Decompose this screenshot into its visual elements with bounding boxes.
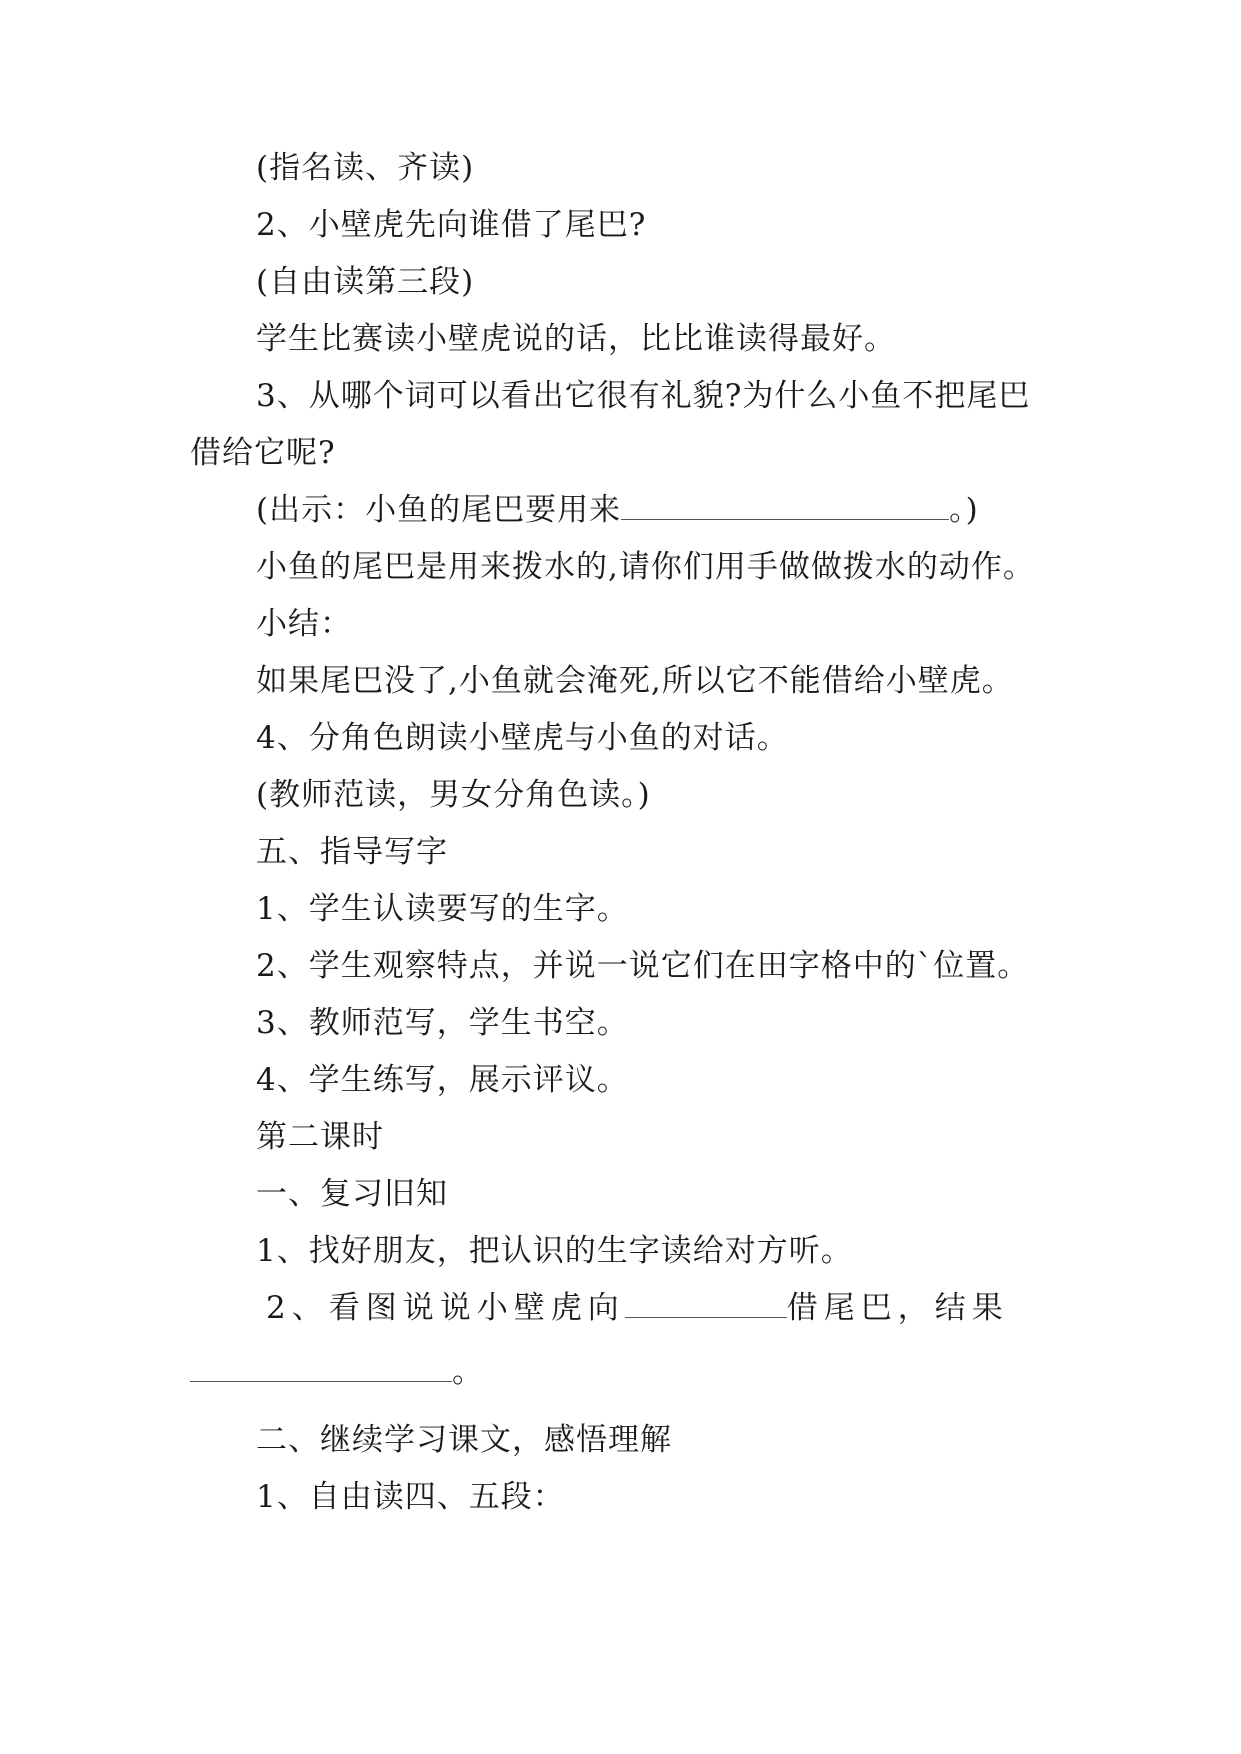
section-heading: 二、继续学习课文，感悟理解 [256, 1422, 672, 1458]
blank-underline [621, 493, 949, 520]
fill-blank-line [0, 490, 1241, 530]
text-line: 3、教师范写，学生书空。 [256, 1005, 629, 1041]
lesson-heading: 第二课时 [256, 1119, 384, 1155]
text-line: 小结： [256, 606, 352, 642]
text-line: 4、学生练写，展示评议。 [256, 1062, 629, 1098]
section-heading: 一、复习旧知 [256, 1176, 448, 1212]
text-line: 小鱼的尾巴是用来拨水的,请你们用手做做拨水的动作。 [256, 549, 1035, 585]
text-line: 学生比赛读小壁虎说的话，比比谁读得最好。 [256, 321, 896, 357]
text-line: (教师范读，男女分角色读。) [256, 777, 651, 813]
text-fragment: (出示：小鱼的尾巴要用来 [256, 492, 622, 528]
text-line: 3、从哪个词可以看出它很有礼貌?为什么小鱼不把尾巴 [256, 378, 1031, 414]
text-fragment: 2、看图说说小壁虎向 [266, 1290, 625, 1326]
text-fragment: 。 [452, 1354, 484, 1390]
text-fragment: 借尾巴，结果 [786, 1290, 1009, 1326]
text-line: (指名读、齐读) [256, 150, 475, 186]
section-heading: 五、指导写字 [256, 834, 448, 870]
text-line: 2、小壁虎先向谁借了尾巴? [256, 207, 647, 243]
text-fragment: 。) [949, 492, 979, 528]
text-line: 借给它呢? [190, 435, 336, 471]
fill-blank-line [0, 1352, 1241, 1392]
text-line: 2、学生观察特点，并说一说它们在田字格中的`位置。 [256, 948, 1030, 984]
fill-blank-line [0, 1288, 1241, 1328]
blank-underline [625, 1291, 787, 1318]
text-line: 1、学生认读要写的生字。 [256, 891, 629, 927]
text-line: (自由读第三段) [256, 264, 475, 300]
blank-underline [190, 1355, 452, 1382]
text-line: 如果尾巴没了,小鱼就会淹死,所以它不能借给小壁虎。 [256, 663, 1014, 699]
text-line: 1、找好朋友，把认识的生字读给对方听。 [256, 1233, 853, 1269]
text-line: 4、分角色朗读小壁虎与小鱼的对话。 [256, 720, 789, 756]
text-line: 1、自由读四、五段： [256, 1479, 565, 1515]
